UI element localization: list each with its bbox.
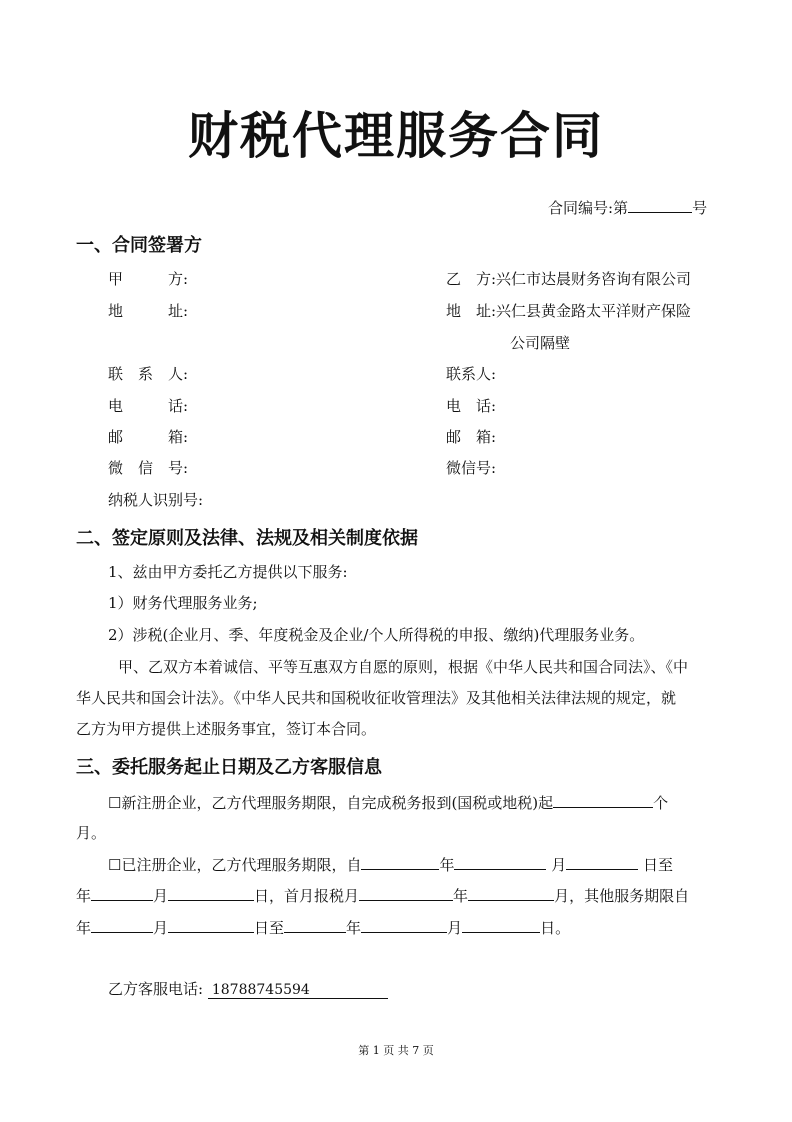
section3-heading: 三、委托服务起止日期及乙方客服信息 <box>76 757 382 778</box>
party-b-phone-label: 电 话: <box>446 397 497 415</box>
party-b-contact-label: 联系人: <box>446 365 497 383</box>
year-label: 年 <box>76 887 92 905</box>
party-a-email-label: 邮 箱: <box>108 428 189 446</box>
party-a-label: 甲 方: <box>108 270 189 288</box>
first-tax-month-blank[interactable] <box>468 884 554 901</box>
new-registration-line <box>108 791 668 813</box>
day-to-label: 日至 <box>643 856 674 874</box>
year-label: 年 <box>76 919 92 937</box>
year-label: 年 <box>346 919 362 937</box>
other-end-day-blank[interactable] <box>462 916 540 933</box>
other-start-year-blank[interactable] <box>91 916 153 933</box>
month-label: 月 <box>153 887 169 905</box>
day-end-label: 日。 <box>540 919 571 937</box>
party-a-address-label: 地 址: <box>108 302 189 320</box>
service-phone-line <box>108 978 388 999</box>
existing-registration-line2 <box>76 884 689 906</box>
party-a-phone-label: 电 话: <box>108 397 189 415</box>
year-label: 年 <box>439 856 455 874</box>
start-month-blank[interactable] <box>454 853 546 870</box>
first-tax-year-blank[interactable] <box>359 884 453 901</box>
basis-paragraph-line2: 华人民共和国会计法》。《中华人民共和国税收征收管理法》及其他相关法律法规的规定，就 <box>76 689 677 707</box>
party-a-tax-id-label: 纳税人识别号: <box>108 491 204 509</box>
party-b-label: 乙 方:兴仁市达晨财务咨询有限公司 <box>446 270 692 288</box>
existing-registration-checkbox-text[interactable]: ☐已注册企业，乙方代理服务期限，自 <box>108 856 362 874</box>
basis-paragraph-line1: 甲、乙双方本着诚信、平等互惠双方自愿的原则，根据《中华人民共和国合同法》、《中 <box>118 658 689 676</box>
service-item-tax: 2）涉税(企业月、季、年度税金及企业/个人所得税的申报、缴纳)代理服务业务。 <box>108 626 645 644</box>
party-b-wechat-label: 微信号: <box>446 459 497 477</box>
section2-heading: 二、签定原则及法律、法规及相关制度依据 <box>76 528 418 549</box>
page-footer: 第 1 页 共 7 页 <box>358 1044 434 1057</box>
service-phone-label: 乙方客服电话: <box>108 980 204 998</box>
contract-number-blank[interactable] <box>628 196 692 213</box>
existing-registration-line3 <box>76 916 570 938</box>
new-registration-end: 月。 <box>76 824 107 842</box>
document-title: 财税代理服务合同 <box>188 106 604 165</box>
party-a-contact-label: 联 系 人: <box>108 365 189 383</box>
party-b-address-line1: 地 址:兴仁县黄金路太平洋财产保险 <box>446 302 692 320</box>
contract-number-prefix: 合同编号:第 <box>548 199 629 217</box>
other-end-year-blank[interactable] <box>284 916 346 933</box>
other-end-month-blank[interactable] <box>361 916 447 933</box>
contract-number-suffix: 号 <box>692 199 708 217</box>
day-to-label: 日至 <box>254 919 285 937</box>
month-label: 月 <box>551 856 567 874</box>
service-phone-number: 18788745594 <box>208 982 388 999</box>
contract-number <box>548 196 707 218</box>
party-b-address-line2: 公司隔壁 <box>510 334 571 352</box>
existing-registration-line1 <box>108 853 673 875</box>
other-start-month-blank[interactable] <box>168 916 254 933</box>
basis-paragraph-line3: 乙方为甲方提供上述服务事宜，签订本合同。 <box>76 720 377 738</box>
start-year-blank[interactable] <box>361 853 439 870</box>
new-registration-months-blank[interactable] <box>553 791 653 808</box>
section1-heading: 一、合同签署方 <box>76 235 202 256</box>
start-day-blank[interactable] <box>566 853 638 870</box>
service-item-accounting: 1）财务代理服务业务; <box>108 594 258 612</box>
new-registration-checkbox-text[interactable]: ☐新注册企业，乙方代理服务期限，自完成税务报到(国税或地税)起 <box>108 794 554 812</box>
party-a-wechat-label: 微 信 号: <box>108 459 189 477</box>
other-period-label: 月，其他服务期限自 <box>554 887 690 905</box>
service-item-intro: 1、兹由甲方委托乙方提供以下服务: <box>108 563 348 581</box>
end-year-blank[interactable] <box>91 884 153 901</box>
new-registration-unit: 个 <box>653 794 669 812</box>
end-month-blank[interactable] <box>168 884 254 901</box>
first-tax-label: 日，首月报税月 <box>254 887 360 905</box>
year-label: 年 <box>453 887 469 905</box>
month-label: 月 <box>447 919 463 937</box>
party-b-email-label: 邮 箱: <box>446 428 497 446</box>
month-label: 月 <box>153 919 169 937</box>
